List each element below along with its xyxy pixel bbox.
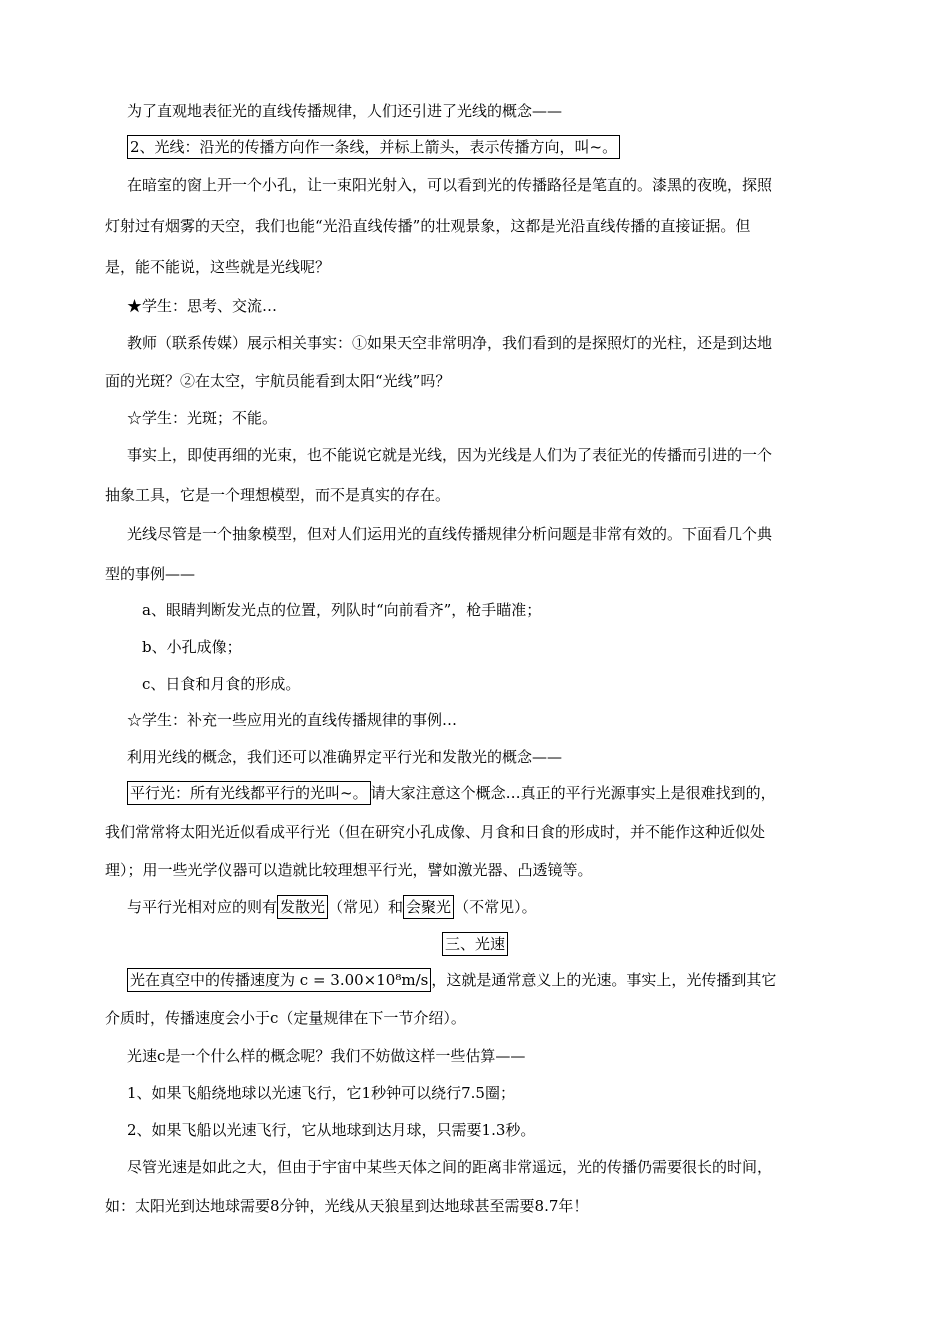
paragraph-parallel-light-line3: 理）；用一些光学仪器可以造就比较理想平行光，譬如激光器、凸透镜等。 xyxy=(105,861,593,879)
section-title-row xyxy=(0,931,950,957)
paragraph-parallel-light-line1 xyxy=(127,780,852,806)
divergent-light-box: 发散光 xyxy=(277,895,328,919)
paragraph-divergent-convergent xyxy=(127,894,852,920)
paragraph-model-line2: 型的事例—— xyxy=(105,565,196,583)
paragraph-teacher-line1: 教师（联系传媒）展示相关事实：①如果天空非常明净，我们看到的是探照灯的光柱，还是到达地 xyxy=(127,334,773,352)
paragraph-student-think: ★学生：思考、交流… xyxy=(127,297,278,315)
paragraph-distance-line1: 尽管光速是如此之大，但由于宇宙中某些天体之间的距离非常遥远，光的传播仍需要很长的时间， xyxy=(127,1158,773,1176)
section-title-speed-of-light: 三、光速 xyxy=(442,932,508,956)
paragraph-darkroom-line2: 灯射过有烟雾的天空，我们也能“光沿直线传播”的壮观景象，这都是光沿直线传播的直接证据。但 xyxy=(105,217,751,235)
paragraph-darkroom-line1: 在暗室的窗上开一个小孔，让一束阳光射入，可以看到光的传播路径是笔直的。漆黑的夜晚，探照 xyxy=(127,176,773,194)
paragraph-intro: 为了直观地表征光的直线传播规律，人们还引进了光线的概念—— xyxy=(127,102,563,120)
paragraph-model-line1: 光线尽管是一个抽象模型，但对人们运用光的直线传播规律分析问题是非常有效的。下面看几个典 xyxy=(127,525,773,543)
parallel-light-definition-box: 平行光：所有光线都平行的光叫~。 xyxy=(127,781,371,805)
paragraph-concept-intro: 利用光线的概念，我们还可以准确界定平行光和发散光的概念—— xyxy=(127,748,563,766)
speed-of-light-note: ，这就是通常意义上的光速。事实上，光传播到其它 xyxy=(431,971,777,989)
paragraph-distance-line2: 如：太阳光到达地球需要8分钟，光线从天狼星到达地球甚至需要8.7年！ xyxy=(105,1197,589,1215)
light-ray-definition-box: 2、光线：沿光的传播方向作一条线，并标上箭头，表示传播方向，叫~。 xyxy=(127,135,620,159)
paragraph-teacher-line2: 面的光斑？②在太空，宇航员能看到太阳“光线”吗？ xyxy=(105,372,451,390)
list-item-a: a、眼睛判断发光点的位置，列队时“向前看齐”，枪手瞄准； xyxy=(142,601,542,619)
list-item-c: c、日食和月食的形成。 xyxy=(142,675,301,693)
estimate-item-2: 2、如果飞船以光速飞行，它从地球到达月球，只需要1.3秒。 xyxy=(127,1121,536,1139)
list-item-b: b、小孔成像； xyxy=(142,638,242,656)
paragraph-darkroom-line3: 是，能不能说，这些就是光线呢？ xyxy=(105,258,331,276)
paragraph-fact-line1: 事实上，即使再细的光束，也不能说它就是光线，因为光线是人们为了表征光的传播而引进的一个 xyxy=(127,446,773,464)
estimate-item-1: 1、如果飞船绕地球以光速飞行，它1秒钟可以绕行7.5圈； xyxy=(127,1084,515,1102)
paragraph-student-answer: ☆学生：光斑；不能。 xyxy=(127,409,278,427)
divergent-common: （常见）和 xyxy=(328,898,404,916)
paragraph-estimate-intro: 光速c是一个什么样的概念呢？我们不妨做这样一些估算—— xyxy=(127,1047,526,1065)
paragraph-fact-line2: 抽象工具，它是一个理想模型，而不是真实的存在。 xyxy=(105,486,451,504)
convergent-light-box: 会聚光 xyxy=(403,895,454,919)
speed-of-light-box: 光在真空中的传播速度为 c = 3.00×10⁸m/s xyxy=(127,968,431,992)
paragraph-student-supplement: ☆学生：补充一些应用光的直线传播规律的事例… xyxy=(127,711,458,729)
divergent-prefix: 与平行光相对应的则有 xyxy=(127,898,278,916)
paragraph-speed-line2: 介质时，传播速度会小于c（定量规律在下一节介绍）。 xyxy=(105,1009,466,1027)
paragraph-light-ray-definition xyxy=(127,134,852,160)
parallel-light-note: 请大家注意这个概念…真正的平行光源事实上是很难找到的， xyxy=(370,784,776,802)
paragraph-speed-line1 xyxy=(127,967,852,993)
paragraph-parallel-light-line2: 我们常常将太阳光近似看成平行光（但在研究小孔成像、月食和日食的形成时，并不能作这种近似处 xyxy=(105,823,766,841)
convergent-uncommon: （不常见）。 xyxy=(454,898,537,916)
